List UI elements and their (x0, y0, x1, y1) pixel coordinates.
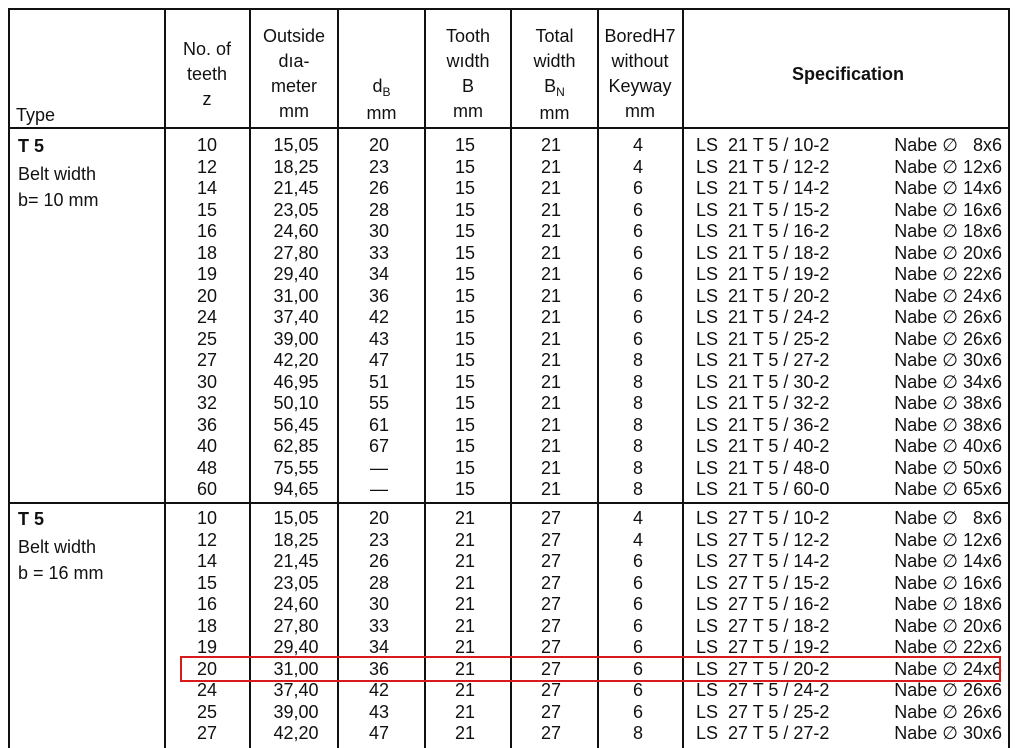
bore-cell: 6 (632, 658, 643, 679)
db-cell: 51 (368, 371, 390, 392)
bore-cell: 4 (632, 135, 643, 155)
highlight-box (180, 656, 1001, 682)
spec-hub-cell: Nabe ∅ 18x6 (894, 221, 1002, 241)
type-name: T 5 (18, 509, 45, 529)
outside-diameter-cell: 24,60 (273, 594, 319, 614)
total-width-cell: 21 (540, 328, 562, 349)
table-row (0, 200, 1024, 222)
total-width-cell: 21 (540, 479, 562, 499)
bore-cell: 8 (632, 436, 643, 456)
belt-width-value: b = 16 mm (18, 563, 104, 583)
total-width-cell: 21 (540, 371, 562, 392)
table-row (0, 594, 1024, 616)
teeth-cell: 30 (196, 371, 218, 392)
db-cell: 34 (368, 264, 390, 284)
spec-hub-cell: Nabe ∅ 8x6 (894, 135, 1002, 155)
tooth-width-cell: 21 (454, 508, 476, 528)
spec-hub-cell: Nabe ∅ 40x6 (894, 436, 1002, 456)
total-width-cell: 21 (540, 135, 562, 155)
outside-diameter-cell: 50,10 (273, 393, 319, 413)
table-row (0, 723, 1024, 745)
teeth-cell: 60 (196, 479, 218, 499)
teeth-cell: 19 (196, 264, 218, 284)
db-cell: 36 (368, 658, 390, 679)
header-bored-line: BoredH7 (604, 26, 676, 46)
spec-code-cell: LS 27 T 5 / 15-2 (696, 572, 830, 593)
table-row (0, 286, 1024, 308)
tooth-width-cell: 15 (454, 350, 476, 370)
total-width-cell: 21 (540, 307, 562, 327)
bore-cell: 6 (632, 701, 643, 722)
total-width-cell: 21 (540, 414, 562, 435)
db-cell: 28 (368, 572, 390, 593)
header-teeth-line: teeth (186, 64, 228, 84)
outside-diameter-cell: 31,00 (273, 285, 319, 306)
bore-cell: 4 (632, 529, 643, 550)
db-cell: 30 (368, 221, 390, 241)
spec-code-cell: LS 27 T 5 / 10-2 (696, 508, 830, 528)
bore-cell: 8 (632, 414, 643, 435)
spec-code-cell: LS 21 T 5 / 48-0 (696, 457, 830, 478)
outside-diameter-cell: 21,45 (273, 178, 319, 198)
total-width-cell: 27 (540, 529, 562, 550)
bore-cell: 8 (632, 371, 643, 392)
teeth-cell: 25 (196, 701, 218, 722)
spec-hub-cell: Nabe ∅ 30x6 (894, 350, 1002, 370)
header-total-line: mm (539, 103, 570, 123)
tooth-width-cell: 21 (454, 572, 476, 593)
db-cell: 47 (368, 723, 390, 743)
spec-code-cell: LS 27 T 5 / 25-2 (696, 701, 830, 722)
bore-cell: 6 (632, 551, 643, 571)
teeth-cell: 27 (196, 350, 218, 370)
db-cell: 36 (368, 285, 390, 306)
teeth-cell: 48 (196, 457, 218, 478)
header-outside-line: mm (279, 101, 309, 121)
outside-diameter-cell: 62,85 (273, 436, 319, 456)
table-row (0, 372, 1024, 394)
outside-diameter-cell: 21,45 (273, 551, 319, 571)
teeth-cell: 36 (196, 414, 218, 435)
outside-diameter-cell: 39,00 (273, 701, 319, 722)
header-total-letter: B (544, 76, 557, 96)
spec-code-cell: LS 21 T 5 / 15-2 (696, 199, 830, 220)
db-cell: 43 (368, 328, 390, 349)
tooth-width-cell: 15 (454, 371, 476, 392)
db-cell: 43 (368, 701, 390, 722)
table-row (0, 243, 1024, 265)
tooth-width-cell: 21 (454, 529, 476, 550)
belt-width-label: Belt width (18, 164, 97, 184)
db-cell: 20 (368, 508, 390, 528)
tooth-width-cell: 15 (454, 457, 476, 478)
bore-cell: 6 (632, 594, 643, 614)
total-width-cell: 21 (540, 436, 562, 456)
db-cell: 67 (368, 436, 390, 456)
header-total-line: width (533, 51, 576, 71)
spec-code-cell: LS 27 T 5 / 14-2 (696, 551, 830, 571)
tooth-width-cell: 15 (454, 328, 476, 349)
spec-hub-cell: Nabe ∅ 16x6 (894, 572, 1002, 593)
db-cell: 23 (368, 529, 390, 550)
outside-diameter-cell: 75,55 (273, 457, 319, 478)
spec-hub-cell: Nabe ∅ 14x6 (894, 551, 1002, 571)
teeth-cell: 16 (196, 221, 218, 241)
spec-code-cell: LS 21 T 5 / 36-2 (696, 414, 830, 435)
db-cell: 33 (368, 615, 390, 636)
spec-hub-cell: Nabe ∅ 18x6 (894, 594, 1002, 614)
tooth-width-cell: 15 (454, 307, 476, 327)
teeth-cell: 12 (196, 529, 218, 550)
outside-diameter-cell: 29,40 (273, 264, 319, 284)
bore-cell: 6 (632, 307, 643, 327)
spec-code-cell: LS 27 T 5 / 18-2 (696, 615, 830, 636)
spec-code-cell: LS 21 T 5 / 40-2 (696, 436, 830, 456)
teeth-cell: 24 (196, 680, 218, 700)
spec-hub-cell: Nabe ∅ 8x6 (894, 508, 1002, 528)
spec-hub-cell: Nabe ∅ 50x6 (894, 457, 1002, 478)
spec-code-cell: LS 27 T 5 / 20-2 (696, 658, 830, 679)
bore-cell: 6 (632, 285, 643, 306)
header-bored-line: without (611, 51, 669, 71)
teeth-cell: 25 (196, 328, 218, 349)
spec-hub-cell: Nabe ∅ 20x6 (894, 242, 1002, 263)
bore-cell: 8 (632, 457, 643, 478)
outside-diameter-cell: 29,40 (273, 637, 319, 657)
spec-hub-cell: Nabe ∅ 30x6 (894, 723, 1002, 743)
bore-cell: 6 (632, 264, 643, 284)
header-tooth-line: mm (453, 101, 483, 121)
table-row (0, 264, 1024, 286)
outside-diameter-cell: 23,05 (273, 199, 319, 220)
table-row (0, 178, 1024, 200)
outside-diameter-cell: 27,80 (273, 242, 319, 263)
spec-hub-cell: Nabe ∅ 24x6 (894, 658, 1002, 679)
outside-diameter-cell: 42,20 (273, 350, 319, 370)
outside-diameter-cell: 27,80 (273, 615, 319, 636)
spec-code-cell: LS 27 T 5 / 27-2 (696, 723, 830, 743)
teeth-cell: 18 (196, 615, 218, 636)
tooth-width-cell: 21 (454, 594, 476, 614)
section-divider (8, 502, 1010, 504)
total-width-cell: 21 (540, 221, 562, 241)
table-row (0, 616, 1024, 638)
db-cell: 23 (368, 156, 390, 177)
header-bored-line: Keyway (608, 76, 672, 96)
table-row (0, 415, 1024, 437)
header-tooth-line: B (461, 76, 474, 96)
outside-diameter-cell: 56,45 (273, 414, 319, 435)
db-cell: — (370, 479, 388, 499)
db-cell: 42 (368, 680, 390, 700)
db-cell: 28 (368, 199, 390, 220)
header-teeth-line: z (202, 89, 212, 109)
table-row (0, 702, 1024, 724)
outside-diameter-cell: 23,05 (273, 572, 319, 593)
total-width-cell: 27 (540, 723, 562, 743)
total-width-cell: 27 (540, 701, 562, 722)
header-outside-diameter (251, 24, 337, 124)
header-teeth (166, 37, 248, 112)
header-tooth-line: wıdth (446, 51, 490, 71)
table-row (0, 307, 1024, 329)
tooth-width-cell: 15 (454, 199, 476, 220)
tooth-width-cell: 15 (454, 156, 476, 177)
outside-diameter-cell: 18,25 (273, 529, 319, 550)
tooth-width-cell: 15 (454, 221, 476, 241)
db-cell: 26 (368, 551, 390, 571)
table-row (0, 680, 1024, 702)
db-cell: 26 (368, 178, 390, 198)
header-type: Type (16, 105, 56, 125)
spec-code-cell: LS 21 T 5 / 10-2 (696, 135, 830, 155)
total-width-cell: 21 (540, 350, 562, 370)
spec-hub-cell: Nabe ∅ 26x6 (894, 328, 1002, 349)
outside-diameter-cell: 37,40 (273, 680, 319, 700)
spec-hub-cell: Nabe ∅ 26x6 (894, 680, 1002, 700)
tooth-width-cell: 15 (454, 393, 476, 413)
teeth-cell: 15 (196, 199, 218, 220)
table-row (0, 508, 1024, 530)
header-db-symbol (339, 74, 424, 101)
outside-diameter-cell: 39,00 (273, 328, 319, 349)
total-width-cell: 27 (540, 508, 562, 528)
table-border-top (8, 8, 1010, 10)
table-row (0, 135, 1024, 157)
total-width-cell: 21 (540, 264, 562, 284)
total-width-cell: 21 (540, 285, 562, 306)
header-db (339, 74, 424, 126)
header-bored-line: mm (625, 101, 655, 121)
spec-code-cell: LS 21 T 5 / 32-2 (696, 393, 830, 413)
spec-hub-cell: Nabe ∅ 22x6 (894, 637, 1002, 657)
outside-diameter-cell: 94,65 (273, 479, 319, 499)
header-outside-line: Outside (262, 26, 326, 46)
total-width-cell: 21 (540, 178, 562, 198)
header-outside-line: meter (270, 76, 317, 96)
tooth-width-cell: 21 (454, 723, 476, 743)
total-width-cell: 27 (540, 551, 562, 571)
teeth-cell: 24 (196, 307, 218, 327)
total-width-cell: 21 (540, 156, 562, 177)
header-total-subscript: N (556, 85, 565, 99)
db-cell: 55 (368, 393, 390, 413)
tooth-width-cell: 15 (454, 264, 476, 284)
bore-cell: 6 (632, 328, 643, 349)
spec-code-cell: LS 21 T 5 / 18-2 (696, 242, 830, 263)
teeth-cell: 10 (196, 508, 218, 528)
table-row (0, 393, 1024, 415)
header-total-line: Total (535, 26, 574, 46)
teeth-cell: 14 (196, 178, 218, 198)
spec-hub-cell: Nabe ∅ 65x6 (894, 479, 1002, 499)
spec-hub-cell: Nabe ∅ 24x6 (894, 285, 1002, 306)
table-row (0, 573, 1024, 595)
teeth-cell: 20 (196, 285, 218, 306)
spec-code-cell: LS 21 T 5 / 24-2 (696, 307, 830, 327)
spec-hub-cell: Nabe ∅ 38x6 (894, 393, 1002, 413)
bore-cell: 6 (632, 221, 643, 241)
tooth-width-cell: 15 (454, 242, 476, 263)
tooth-width-cell: 15 (454, 414, 476, 435)
db-cell: 34 (368, 637, 390, 657)
bore-cell: 4 (632, 156, 643, 177)
total-width-cell: 21 (540, 393, 562, 413)
bore-cell: 8 (632, 723, 643, 743)
spec-hub-cell: Nabe ∅ 34x6 (894, 371, 1002, 392)
spec-code-cell: LS 21 T 5 / 60-0 (696, 479, 830, 499)
db-cell: 61 (368, 414, 390, 435)
spec-hub-cell: Nabe ∅ 26x6 (894, 307, 1002, 327)
tooth-width-cell: 15 (454, 135, 476, 155)
spec-code-cell: LS 27 T 5 / 19-2 (696, 637, 830, 657)
db-cell: 30 (368, 594, 390, 614)
table-row (0, 479, 1024, 501)
teeth-cell: 19 (196, 637, 218, 657)
bore-cell: 8 (632, 393, 643, 413)
header-total-width (512, 24, 597, 126)
bore-cell: 8 (632, 479, 643, 499)
bore-cell: 6 (632, 199, 643, 220)
spec-hub-cell: Nabe ∅ 12x6 (894, 156, 1002, 177)
header-tooth-width (426, 24, 510, 124)
spec-hub-cell: Nabe ∅ 16x6 (894, 199, 1002, 220)
db-cell: 33 (368, 242, 390, 263)
bore-cell: 6 (632, 178, 643, 198)
bore-cell: 6 (632, 680, 643, 700)
outside-diameter-cell: 15,05 (273, 508, 319, 528)
spec-code-cell: LS 27 T 5 / 12-2 (696, 529, 830, 550)
bore-cell: 6 (632, 572, 643, 593)
outside-diameter-cell: 42,20 (273, 723, 319, 743)
outside-diameter-cell: 24,60 (273, 221, 319, 241)
header-total-symbol (512, 74, 597, 101)
tooth-width-cell: 21 (454, 615, 476, 636)
header-divider (8, 127, 1010, 129)
teeth-cell: 16 (196, 594, 218, 614)
spec-code-cell: LS 21 T 5 / 14-2 (696, 178, 830, 198)
tooth-width-cell: 21 (454, 658, 476, 679)
teeth-cell: 18 (196, 242, 218, 263)
db-cell: 42 (368, 307, 390, 327)
spec-code-cell: LS 21 T 5 / 20-2 (696, 285, 830, 306)
header-teeth-line: No. of (182, 39, 232, 59)
spec-code-cell: LS 21 T 5 / 30-2 (696, 371, 830, 392)
header-db-letter: d (372, 76, 383, 96)
teeth-cell: 32 (196, 393, 218, 413)
total-width-cell: 21 (540, 457, 562, 478)
tooth-width-cell: 21 (454, 551, 476, 571)
table-row (0, 458, 1024, 480)
table-row (0, 436, 1024, 458)
spec-code-cell: LS 21 T 5 / 25-2 (696, 328, 830, 349)
outside-diameter-cell: 46,95 (273, 371, 319, 392)
total-width-cell: 27 (540, 680, 562, 700)
db-cell: — (370, 457, 388, 478)
header-db-subscript: B (382, 85, 391, 99)
table-row (0, 551, 1024, 573)
table-row (0, 157, 1024, 179)
total-width-cell: 27 (540, 658, 562, 679)
teeth-cell: 27 (196, 723, 218, 743)
teeth-cell: 12 (196, 156, 218, 177)
spec-hub-cell: Nabe ∅ 38x6 (894, 414, 1002, 435)
header-tooth-line: Tooth (445, 26, 491, 46)
tooth-width-cell: 15 (454, 436, 476, 456)
outside-diameter-cell: 15,05 (273, 135, 319, 155)
belt-width-value: b= 10 mm (18, 190, 99, 210)
bore-cell: 6 (632, 242, 643, 263)
spec-code-cell: LS 21 T 5 / 27-2 (696, 350, 830, 370)
spec-code-cell: LS 21 T 5 / 19-2 (696, 264, 830, 284)
tooth-width-cell: 15 (454, 178, 476, 198)
total-width-cell: 27 (540, 637, 562, 657)
spec-hub-cell: Nabe ∅ 22x6 (894, 264, 1002, 284)
belt-width-label: Belt width (18, 537, 97, 557)
spec-code-cell: LS 27 T 5 / 16-2 (696, 594, 830, 614)
header-bored (598, 24, 682, 124)
table-row (0, 221, 1024, 243)
db-cell: 20 (368, 135, 390, 155)
spec-hub-cell: Nabe ∅ 12x6 (894, 529, 1002, 550)
tooth-width-cell: 15 (454, 479, 476, 499)
total-width-cell: 27 (540, 594, 562, 614)
teeth-cell: 14 (196, 551, 218, 571)
spec-hub-cell: Nabe ∅ 26x6 (894, 701, 1002, 722)
tooth-width-cell: 15 (454, 285, 476, 306)
teeth-cell: 10 (196, 135, 218, 155)
spec-code-cell: LS 21 T 5 / 12-2 (696, 156, 830, 177)
type-name: T 5 (18, 136, 45, 156)
teeth-cell: 20 (196, 658, 218, 679)
total-width-cell: 21 (540, 242, 562, 263)
total-width-cell: 27 (540, 615, 562, 636)
teeth-cell: 40 (196, 436, 218, 456)
header-outside-line: dıa- (278, 51, 310, 71)
header-specification: Specification (791, 64, 905, 84)
spec-hub-cell: Nabe ∅ 20x6 (894, 615, 1002, 636)
spec-code-cell: LS 27 T 5 / 24-2 (696, 680, 830, 700)
spec-code-cell: LS 21 T 5 / 16-2 (696, 221, 830, 241)
total-width-cell: 21 (540, 199, 562, 220)
outside-diameter-cell: 31,00 (273, 658, 319, 679)
tooth-width-cell: 21 (454, 637, 476, 657)
bore-cell: 6 (632, 615, 643, 636)
table-row (0, 530, 1024, 552)
outside-diameter-cell: 18,25 (273, 156, 319, 177)
total-width-cell: 27 (540, 572, 562, 593)
outside-diameter-cell: 37,40 (273, 307, 319, 327)
tooth-width-cell: 21 (454, 701, 476, 722)
bore-cell: 4 (632, 508, 643, 528)
table-row (0, 329, 1024, 351)
bore-cell: 8 (632, 350, 643, 370)
db-cell: 47 (368, 350, 390, 370)
spec-hub-cell: Nabe ∅ 14x6 (894, 178, 1002, 198)
table-row (0, 350, 1024, 372)
header-db-unit: mm (366, 103, 397, 123)
tooth-width-cell: 21 (454, 680, 476, 700)
teeth-cell: 15 (196, 572, 218, 593)
bore-cell: 6 (632, 637, 643, 657)
